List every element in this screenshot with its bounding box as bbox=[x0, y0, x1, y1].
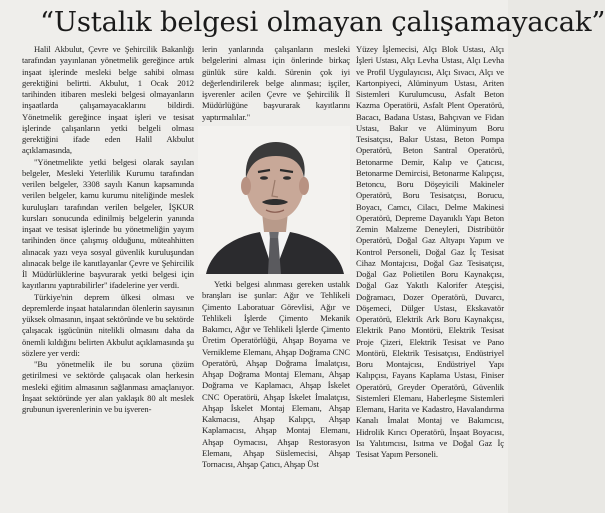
article-headline: “Ustalık belgesi olmayan çalışamayacak” bbox=[40, 6, 605, 38]
paragraph: Yetki belgesi alınması gereken ustalık branşları ise şunlar: Ağır ve Tehlikeli Çimento Laboratuar Görevlisi, Ağır ve Tehlikeli İşlerde Çimento Mekanik Bakımcı, Ağır ve Tehlikeli İşlerde Çimento Üretim Operatörlüğü, Ahşap Boyama ve Vernikleme Elemanı, Ahşap Doğrama CNC Operatörü, Ahşap Doğrama İmalatçısı, Ahşap Doğrama Montaj Elemanı, Ahşap Doğrama ve Kaplamacı, Ahşap İskelet CNC Operatörü, Ahşap İskelet İmalatçısı, Ahşap İskelet Montaj Elemanı, Ahşap Kakmacısı, Ahşap Kalıpçı, Ahşap Kaplamacısı, Ahşap Montaj Elemanı, Ahşap Oymacısı, Ahşap Restorasyon Elemanı, Ahşap Süslemecisi, Ahşap Tornacısı, Ahşap Çatıcı, Ahşap Üst bbox=[202, 279, 350, 469]
paragraph: Halil Akbulut, Çevre ve Şehircilik Bakanlığı tarafından yayınlanan yönetmelik gereğince artık inşaat işlerinde mesleki belge sahibi olması gerektiğini belirtti. Akbulut, 1 Ocak 2012 tarihinden itibaren mesleki belgesi olmayanların inşaatlarda çalışamayacaklarını bildirdi. Yönetmelik gereğince inşaat işleri ve tesisat işlerinde çalışanların yetki belgeli olması gerektiğini ifade eden Halil Akbulut açıklamasında, bbox=[22, 44, 194, 156]
paragraph: lerin yanlarında çalışanların mesleki belgelerini alması için önlerinde birkaç günlük süre kaldı. Sürenin çok iyi değerlendirilerek belge alınması; işçiler, işverenler acilen Çevre ve Şehircilik İl Müdürlüğüne başvurarak kayıtlarını yaptırmalılar." bbox=[202, 44, 350, 122]
article-column-3 bbox=[356, 44, 504, 508]
paragraph: Türkiye'nin deprem ülkesi olması ve depremlerde inşaat hatalarından ölenlerin sayısının yüksek olmasının, inşaat sektöründe ve bu sektörde çalışacak işgücünün nitelikli olmasını daha da önemli kıldığını belirten Akbulut açıklamasında şu sözlere yer verdi: bbox=[22, 291, 194, 358]
article-column-2-top bbox=[202, 44, 350, 122]
article-column-2-bottom bbox=[202, 279, 350, 508]
article-column-1 bbox=[22, 44, 194, 508]
portrait-photo bbox=[198, 126, 350, 274]
paragraph: "Bu yönetmelik ile bu soruna çözüm getirilmesi ve sektörde çalışacak olan herkesin mesleki eğitim almasının sağlanması amaçlanıyor. İnşaat sektöründe yer alan yaklaşık 80 alt meslek grubunun işverenlerinin ve bu işveren- bbox=[22, 359, 194, 414]
portrait-image bbox=[198, 126, 350, 274]
paragraph: Yüzey İşlemecisi, Alçı Blok Ustası, Alçı İşleri Ustası, Alçı Levha Ustası, Alçı Levha ve Profil Uygulayıcısı, Alçı Sıvacı, Alçı ve Kartonpiyeci, Alüminyum Ustası, Ariten Sistemleri Kurulumcusu, Asfalt Beton Kazma Operatörü, Asfalt Plent Operatörü, Bacacı, Badana Ustası, Bahçıvan ve Fidan Ustası, Bakır ve Alüminyum Boru Tesisatçısı, Bakır Ustası, Beton Pompa Operatörü, Beton Santral Operatörü, Betonarme Demir, Kalıp ve Çatıcısı, Betonarme Demircisi, Betonarme Kalıpçısı, Betoncu, Boru Döşeyicili Makineler Operatörü, Boru Tesisatçısı, Borucu, Boyacı, Camcı, Cilacı, Delme Makinesi Operatörü, Depreme Dayanıklı Yapı Beton Zemin Malzeme Deneyleri, Distribütör Operatörü, Doğal Gaz Altyapı Yapım ve Kontrol Personeli, Doğal Gaz İç Tesisat Cihaz Montajcısı, Doğal Gaz Tesisatçısı, Doğal Gaz Polietilen Boru Kaynakçısı, Doğal Gaz Yakıtlı Kalorifer Ateşçisi, Doğramacı, Dozer Operatörü, Duvarcı, Döşemeci, Dülger Ustası, Ekskavatör Operatörü, Elektrik Ark Boru Kaynakçısı, Elektrik Pano Montörü, Elektrik Tesisat Proje Çizeri, Elektrik Tesisat ve Pano Montörü, Elektrik Tesisatçısı, Endüstriyel Boru Montajcısı, Endüstriyel Yapı Kalıpçısı, Fayans Kaplama Ustası, Finiser Operatörü, Greyder Operatörü, Güvenlik Sistemleri Elemanı, Haberleşme Sistemleri Elemanı, Harita ve Kadastro, Havalandırma Kanalı İmalat Montaj ve Bakımcısı, Hidrolik Kırıcı Operatörü, İnşaat Boyacısı, Isı Yalıtımcısı, Isıtma ve Doğal Gaz İç Tesisat Yapım Personeli. bbox=[356, 44, 504, 459]
paragraph: "Yönetmelikte yetki belgesi olarak sayılan belgeler, Mesleki Yeterlilik Kurumu tarafından verilen belgeler, 3308 sayılı Kanun kapsamında verilen belgeler, kamu kurumu niteliğinde meslek kuruluşları tarafından verilen belgeler, İŞKUR kursları sonucunda edinilmiş belgelerin yanında inşaat ve tesisat işlerinde bu yönetmeliğin yayım tarihinden önce çalışmış olduğunu, müteahhitten alınacak yazı veya sosyal güvenlik kuruluşundan alınacak belge ile kanıtlayanlar Çevre ve Şehircilik İl Müdürlüklerine başvurarak yetki belgesi için kayıtlarını yaptırabilirler" ifadelerine yer verdi. bbox=[22, 156, 194, 291]
